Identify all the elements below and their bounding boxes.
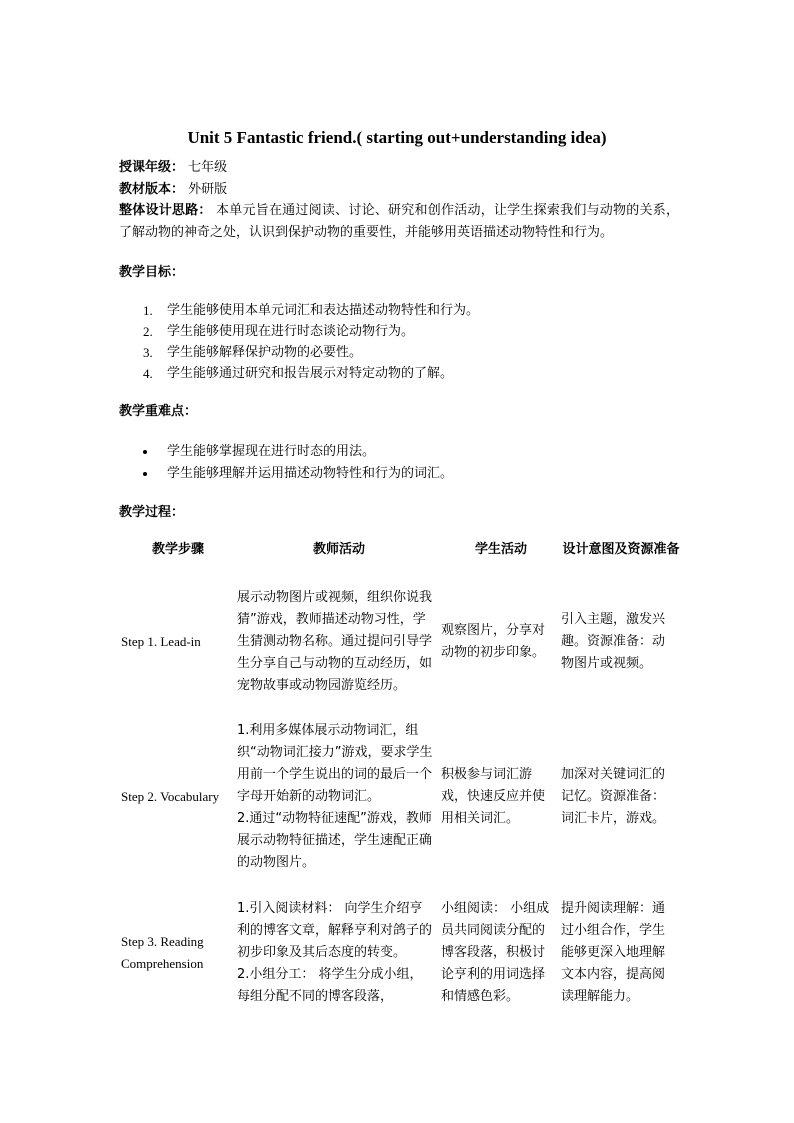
- grade-value: 七年级: [188, 160, 228, 175]
- step-cell: Step 3. Reading Comprehension: [121, 934, 204, 971]
- design-text: 本单元旨在通过阅读、讨论、研究和创作活动，让学生探索我们与动物的关系，了解动物的神奇之处，认识到保护动物的重要性，并能够用英语描述动物特性和行为。: [119, 203, 679, 240]
- bullet-icon: [143, 450, 147, 454]
- student-cell: 小组阅读： 小组成员共同阅读分配的博客段落，积极讨论亨利的用词选择和情感色彩。: [441, 901, 550, 1004]
- table-row: [119, 884, 681, 1022]
- objectives-list: [119, 300, 679, 384]
- list-text: 学生能够掌握现在进行时态的用法。: [167, 444, 376, 459]
- list-item: [119, 463, 679, 485]
- design-paragraph: [119, 200, 679, 244]
- table-header-row: [119, 526, 681, 574]
- process-label: 教学过程：: [119, 505, 185, 520]
- step-cell: Step 1. Lead-in: [121, 634, 201, 649]
- list-item: [119, 363, 679, 384]
- student-cell: 积极参与词汇游戏，快速反应并使用相关词汇。: [441, 767, 546, 826]
- header-step: 教学步骤: [151, 542, 204, 557]
- list-item: [119, 342, 679, 363]
- list-number: 4.: [143, 366, 153, 381]
- list-item: [119, 300, 679, 321]
- header-student: 学生活动: [474, 542, 527, 557]
- key-points-label: 教学重难点：: [119, 404, 198, 419]
- key-points-list: [119, 441, 679, 485]
- list-text: 学生能够通过研究和报告展示对特定动物的了解。: [167, 366, 454, 381]
- step-cell: Step 2. Vocabulary: [121, 789, 220, 804]
- teacher-cell: 1.引入阅读材料： 向学生介绍亨利的博客文章，解释亨利对鸽子的初步印象及其后态度的转变。 2.小组分工： 将学生分成小组，每组分配不同的博客段落，: [237, 901, 433, 1004]
- header-teacher: 教师活动: [312, 542, 365, 557]
- list-item: [119, 321, 679, 342]
- teacher-cell: 展示动物图片或视频，组织你说我猜”游戏，教师描述动物习性，学生猜测动物名称。通过提问引导学生分享自己与动物的互动经历，如宠物故事或动物园游览经历。: [237, 590, 433, 693]
- document-title: Unit 5 Fantastic friend.( starting out+understanding idea): [187, 128, 607, 147]
- design-cell: 引入主题，激发兴趣。资源准备：动物图片或视频。: [561, 612, 666, 671]
- design-label: 整体设计思路：: [119, 203, 212, 218]
- list-text: 学生能够理解并运用描述动物特性和行为的词汇。: [167, 466, 454, 481]
- student-cell: 观察图片，分享对动物的初步印象。: [441, 623, 546, 660]
- grade-line: [119, 157, 679, 179]
- list-text: 学生能够使用本单元词汇和表达描述动物特性和行为。: [167, 303, 480, 318]
- design-cell: 加深对关键词汇的记忆。资源准备：词汇卡片，游戏。: [561, 767, 666, 826]
- teacher-cell: 1.利用多媒体展示动物词汇，组织“动物词汇接力”游戏，要求学生用前一个学生说出的词的最后一个字母开始新的动物词汇。 2.通过“动物特征速配”游戏，教师展示动物特征描述，学生速配正确的动物图片。: [237, 723, 433, 870]
- bullet-icon: [143, 472, 147, 476]
- list-item: [119, 441, 679, 463]
- list-number: 1.: [143, 303, 153, 318]
- process-table: [119, 526, 681, 1022]
- edition-label: 教材版本：: [119, 182, 185, 197]
- edition-line: [119, 179, 679, 201]
- table-row: [119, 710, 681, 884]
- grade-label: 授课年级：: [119, 160, 185, 175]
- list-number: 3.: [143, 345, 153, 360]
- objectives-label: 教学目标：: [119, 265, 185, 280]
- table-row: [119, 574, 681, 710]
- list-text: 学生能够解释保护动物的必要性。: [167, 345, 363, 360]
- design-cell: 提升阅读理解：通过小组合作，学生能够更深入地理解文本内容，提高阅读理解能力。: [561, 901, 666, 1004]
- header-design: 设计意图及资源准备: [562, 542, 680, 557]
- list-number: 2.: [143, 324, 153, 339]
- list-text: 学生能够使用现在进行时态谈论动物行为。: [167, 324, 415, 339]
- edition-value: 外研版: [188, 182, 228, 197]
